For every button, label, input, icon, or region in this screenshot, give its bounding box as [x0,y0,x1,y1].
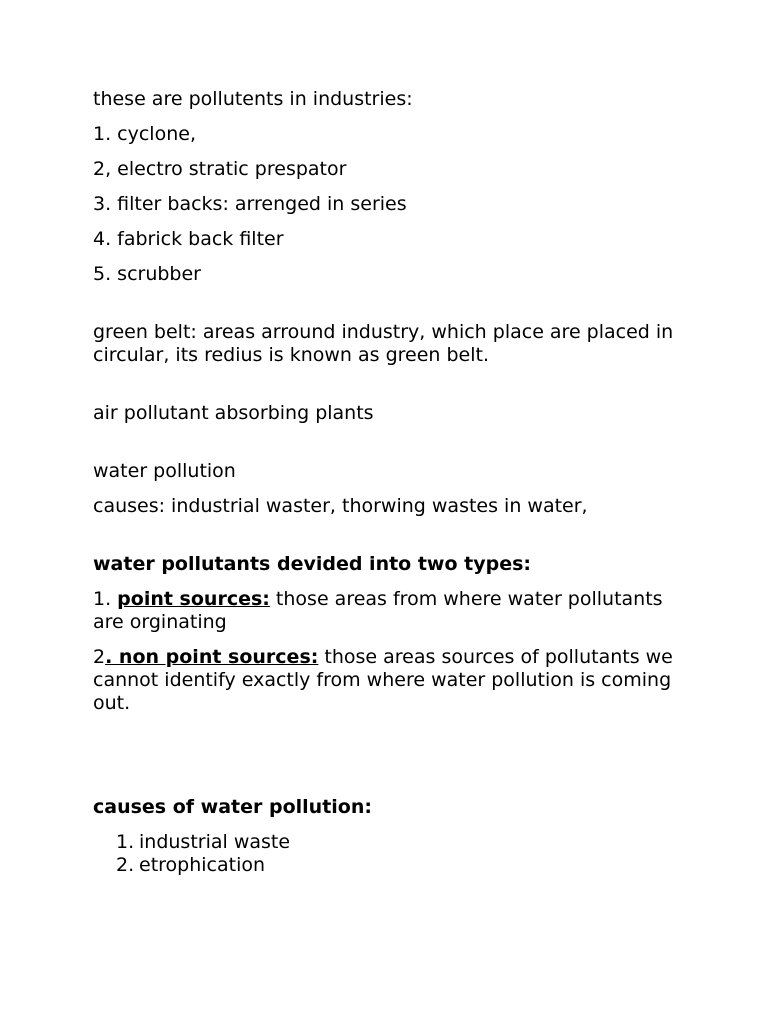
list-item-text: etrophication [139,854,266,876]
causes-heading: causes of water pollution: [93,796,372,818]
point-sources-prefix: 1. [93,588,118,610]
point-sources-paragraph [93,588,693,634]
air-plants-line: air pollutant absorbing plants [93,402,374,424]
industry-item-2: 2, electro stratic prespator [93,158,347,180]
types-heading: water pollutants devided into two types: [93,553,532,575]
industry-item-4: 4. fabrick back filter [93,228,284,250]
intro-line: these are pollutents in industries: [93,88,413,110]
industry-item-5: 5. scrubber [93,263,201,285]
list-item [93,854,693,877]
water-causes-line: causes: industrial waster, thorwing wastes in water, [93,495,588,517]
point-sources-text: those areas from where water pollutants are orginating [93,588,663,633]
industry-item-1: 1. cyclone, [93,123,196,145]
list-item-number: 1. [116,831,135,853]
non-point-sources-paragraph [93,646,693,715]
point-sources-term: point sources: [117,588,270,610]
list-item-text: industrial waste [139,831,291,853]
list-item [93,831,693,854]
green-belt-paragraph: green belt: areas arround industry, which place are placed in circular, its redius is known as green belt. [93,321,674,366]
non-point-sources-prefix: 2 [93,646,106,668]
non-point-sources-term: . non point sources: [105,646,319,668]
list-item-number: 2. [116,854,135,876]
water-pollution-heading: water pollution [93,460,236,482]
non-point-sources-text: those areas sources of pollutants we cannot identify exactly from where water pollution is coming out. [93,646,673,714]
industry-item-3: 3. filter backs: arrenged in series [93,193,407,215]
document-page [93,88,693,877]
causes-list [93,831,693,877]
